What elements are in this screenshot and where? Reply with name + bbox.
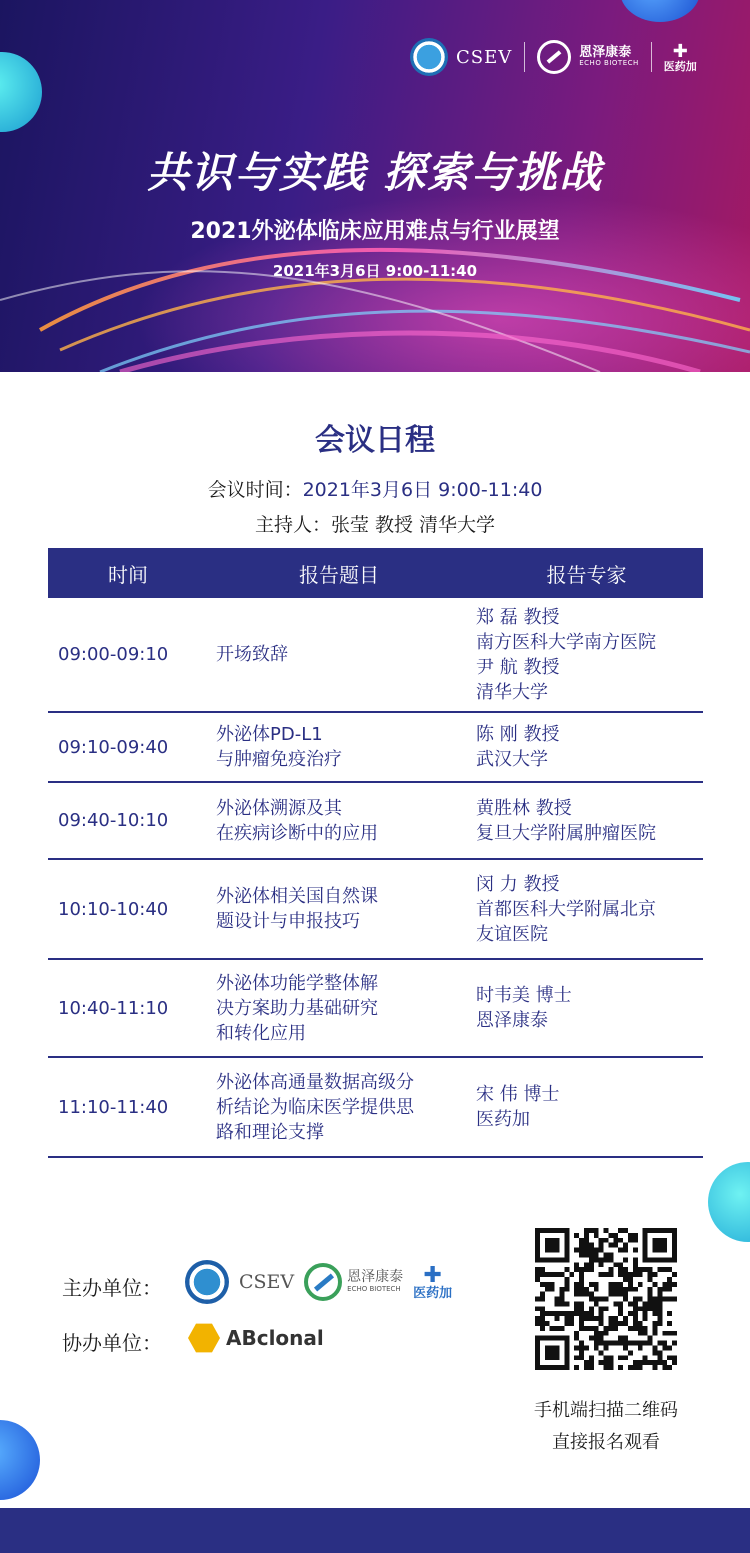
- speaker-line: 陈 刚 教授: [476, 724, 560, 745]
- table-row: [48, 859, 703, 959]
- speaker-line: 宋 伟 博士: [476, 1084, 560, 1105]
- col-header-time: 时间: [48, 548, 208, 598]
- topic-line: 外泌体溯源及其: [216, 797, 342, 819]
- speaker-line: 尹 航 教授: [476, 656, 560, 678]
- schedule-table: [48, 548, 703, 1158]
- deco-circle: [0, 1420, 40, 1500]
- session-time: 10:40-11:10: [48, 959, 208, 1057]
- speaker-line: 复旦大学附属肿瘤医院: [476, 822, 656, 844]
- col-header-topic: 报告题目: [208, 548, 470, 598]
- table-header-row: [48, 548, 703, 598]
- csev-emblem-icon: [185, 1260, 229, 1304]
- medical-cross-icon: ✚: [423, 1262, 442, 1288]
- speaker-line: 医药加: [476, 1109, 530, 1130]
- speaker-line: 友谊医院: [476, 923, 548, 945]
- topic-line: 决方案助力基础研究: [216, 997, 378, 1019]
- qr-caption-line1: 手机端扫描二维码: [534, 1400, 678, 1421]
- echo-biotech-logo: [579, 46, 639, 68]
- topic-line: 与肿瘤免疫治疗: [216, 749, 342, 770]
- deco-circle: [708, 1162, 750, 1242]
- host-org-logos: [185, 1260, 452, 1304]
- echo-biotech-icon: [537, 40, 571, 74]
- medical-cross-icon: ✚: [672, 40, 688, 62]
- session-time: 09:40-10:10: [48, 782, 208, 859]
- session-speaker: [470, 782, 703, 859]
- session-topic: [208, 598, 470, 712]
- partner-logos: [410, 38, 697, 76]
- speaker-line: 闵 力 教授: [476, 873, 560, 895]
- echo-cn: 恩泽康泰: [579, 45, 632, 60]
- echo-en: ECHO BIOTECH: [579, 59, 639, 68]
- abclonal-logo: [188, 1322, 324, 1354]
- qr-caption-line2: 直接报名观看: [552, 1432, 660, 1453]
- co-org-logos: [188, 1322, 324, 1354]
- abclonal-hexagon-icon: [188, 1322, 220, 1354]
- session-speaker: [470, 712, 703, 782]
- meeting-time: [0, 475, 750, 502]
- speaker-line: 南方医科大学南方医院: [476, 631, 656, 653]
- co-org-label: 协办单位：: [62, 1331, 162, 1355]
- topic-line: 题设计与申报技巧: [216, 911, 360, 932]
- session-topic: [208, 712, 470, 782]
- host-value: 张莹 教授 清华大学: [330, 514, 496, 536]
- echo-biotech-icon: [304, 1263, 342, 1301]
- session-time: 09:10-09:40: [48, 712, 208, 782]
- table-row: [48, 712, 703, 782]
- table-row: [48, 959, 703, 1057]
- speaker-line: 首都医科大学附属北京: [476, 898, 656, 920]
- session-speaker: [470, 859, 703, 959]
- csev-emblem-icon: [410, 38, 448, 76]
- session-topic: [208, 859, 470, 959]
- speaker-line: 恩泽康泰: [476, 1010, 548, 1031]
- topic-line: 外泌体功能学整体解: [216, 972, 378, 994]
- col-header-speaker: 报告专家: [470, 548, 703, 598]
- topic-line: 在疾病诊断中的应用: [216, 822, 378, 844]
- medicine-name: 医药加: [663, 59, 697, 73]
- session-speaker: [470, 1057, 703, 1157]
- banner-date: 2021年3月6日 9:00-11:40: [272, 262, 478, 280]
- table-row: [48, 782, 703, 859]
- speaker-line: 清华大学: [476, 681, 548, 703]
- session-time: 11:10-11:40: [48, 1057, 208, 1157]
- topic-line: 析结论为临床医学提供思: [216, 1096, 414, 1118]
- medicine-plus-logo: [413, 1262, 453, 1301]
- speaker-line: 时韦美 博士: [476, 985, 572, 1006]
- session-speaker: [470, 598, 703, 712]
- csev-logo-text: CSEV: [456, 46, 513, 68]
- abclonal-text: ABclonal: [226, 1326, 324, 1350]
- topic-line: 外泌体相关国自然课: [216, 886, 378, 907]
- banner-title: 共识与实践 探索与挑战: [146, 148, 604, 197]
- speaker-line: 武汉大学: [476, 749, 548, 770]
- banner-subtitle: 2021外泌体临床应用难点与行业展望: [190, 219, 560, 244]
- topic-line: 外泌体高通量数据高级分: [216, 1071, 414, 1093]
- logo-divider: [651, 42, 652, 72]
- speaker-line: 郑 磊 教授: [476, 606, 560, 628]
- table-row: [48, 1057, 703, 1157]
- host-line: [0, 510, 750, 537]
- session-topic: [208, 782, 470, 859]
- logo-divider: [524, 42, 525, 72]
- agenda-title: 会议日程: [315, 423, 435, 458]
- echo-cn: 恩泽康泰: [347, 1269, 404, 1286]
- csev-logo-text: CSEV: [239, 1271, 295, 1293]
- speaker-line: 黄胜林 教授: [476, 797, 572, 819]
- session-time: 10:10-10:40: [48, 859, 208, 959]
- topic-line: 和转化应用: [216, 1022, 306, 1044]
- session-time: 09:00-09:10: [48, 598, 208, 712]
- echo-biotech-logo: [304, 1263, 403, 1301]
- topic-line: 外泌体PD-L1: [216, 724, 323, 745]
- medicine-plus-logo: [663, 40, 697, 73]
- topic-line: 路和理论支撑: [216, 1121, 324, 1143]
- medicine-name: 医药加: [413, 1285, 453, 1301]
- table-row: [48, 598, 703, 712]
- host-org-label: 主办单位：: [62, 1276, 162, 1300]
- session-topic: [208, 959, 470, 1057]
- echo-en: ECHO BIOTECH: [347, 1284, 401, 1293]
- header-banner: [0, 0, 750, 372]
- topic-line: 开场致辞: [216, 644, 288, 665]
- session-speaker: [470, 959, 703, 1057]
- meeting-time-value: 2021年3月6日 9:00-11:40: [302, 479, 543, 501]
- session-topic: [208, 1057, 470, 1157]
- qr-code[interactable]: [535, 1228, 677, 1370]
- meeting-time-label: 会议时间：: [207, 479, 303, 501]
- host-label: 主持人：: [254, 514, 331, 536]
- footer-bar: [0, 1508, 750, 1553]
